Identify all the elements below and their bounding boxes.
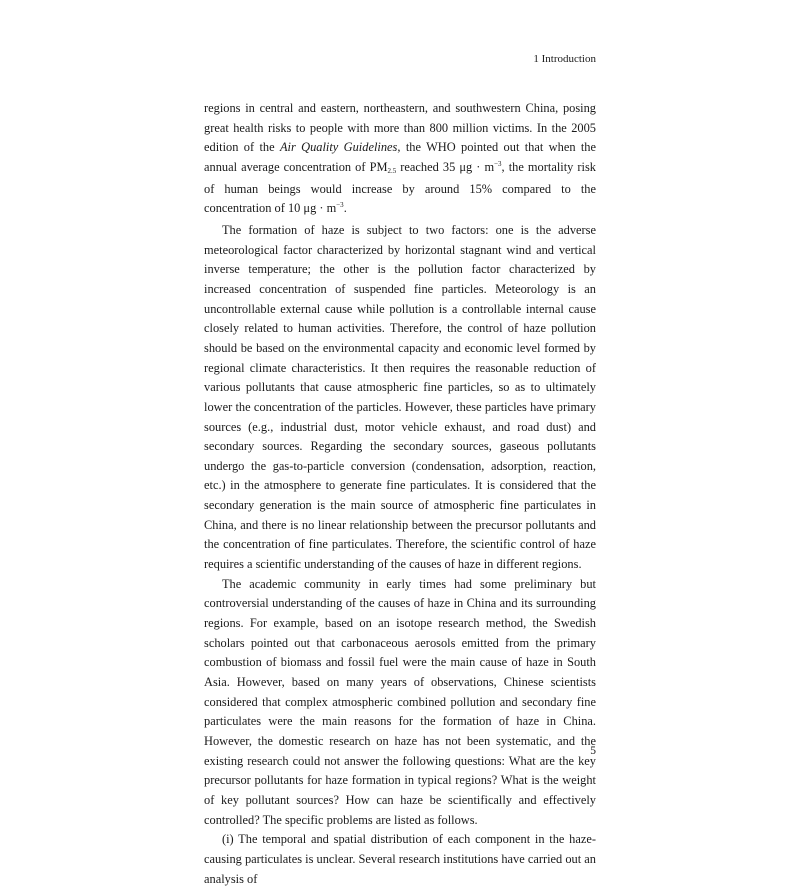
pm-subscript: 2.5 bbox=[387, 166, 397, 175]
paragraph-2: The formation of haze is subject to two factors: one is the adverse meteorological factor characterized by horizontal stagnant wind and vertical inverse temperature; the other is the pollution factor characterized by increased concentration of suspended fine particles. Meteorology is an uncontrollable external cause while pollution is a controllable internal cause closely related to human activities. Therefore, the control of haze pollution should be based on the environmental capacity and economic level formed by regional climate characteristics. It then requires the reasonable reduction of various pollutants that cause atmospheric fine particles, so as to ultimately lower the concentration of the particles. However, these particles have primary sources (e.g., industrial dust, motor vehicle exhaust, and road dust) and secondary sources. Regarding the secondary sources, gaseous pollutants undergo the gas-to-particle conversion (condensation, adsorption, reaction, etc.) in the atmosphere to generate fine particulates. It is considered that the secondary generation is the main source of atmospheric fine particulates in China, and there is no linear relationship between the precursor pollutants and the concentration of fine particulates. Therefore, the scientific control of haze requires a scientific understanding of the causes of haze in different regions. bbox=[204, 222, 596, 572]
p1-text-b: , the WHO pointed out that when the annual average concentration of PM bbox=[204, 140, 597, 174]
paragraph-1 bbox=[204, 99, 596, 221]
paragraph-4: (i) The temporal and spatial distribution of each component in the haze-causing particulates is unclear. Several research institutions have carried out an analysis of bbox=[204, 832, 596, 886]
running-head: 1 Introduction bbox=[533, 53, 596, 65]
p1-text-d: , the mortality risk of human beings would increase by around 15% compared to the concentration of 10 μg · m bbox=[204, 159, 596, 216]
p1-guideline-title: Air Quality Guidelines bbox=[279, 140, 398, 155]
body-text bbox=[204, 99, 596, 889]
p1-text-c: reached 35 μg · m bbox=[396, 159, 495, 174]
unit-superscript-1: −3 bbox=[494, 159, 502, 168]
paragraph-3: The academic community in early times had some preliminary but controversial understanding of the causes of haze in China and its surrounding regions. For example, based on an isotope research method, the Swedish scholars pointed out that carbonaceous aerosols emitted from the primary combustion of biomass and fossil fuel were the main cause of haze in South Asia. However, based on many years of observations, Chinese scientists considered that complex atmospheric combined pollution and secondary fine particulates were the main reasons for the formation of haze in China. However, the domestic research on haze has not been systematic, and the existing research could not answer the following questions: What are the key precursor pollutants for haze formation in typical regions? What is the weight of key pollutant sources? How can haze be scientifically and effectively controlled? The specific problems are listed as follows. bbox=[204, 576, 596, 827]
page-number: 5 bbox=[590, 745, 596, 757]
unit-superscript-2: −3 bbox=[336, 201, 344, 210]
p1-text-a: regions in central and eastern, northeastern, and southwestern China, posing great health risks to people with more than 800 million victims. In the 2005 edition of the bbox=[204, 101, 596, 155]
p1-text-e: . bbox=[343, 201, 347, 216]
